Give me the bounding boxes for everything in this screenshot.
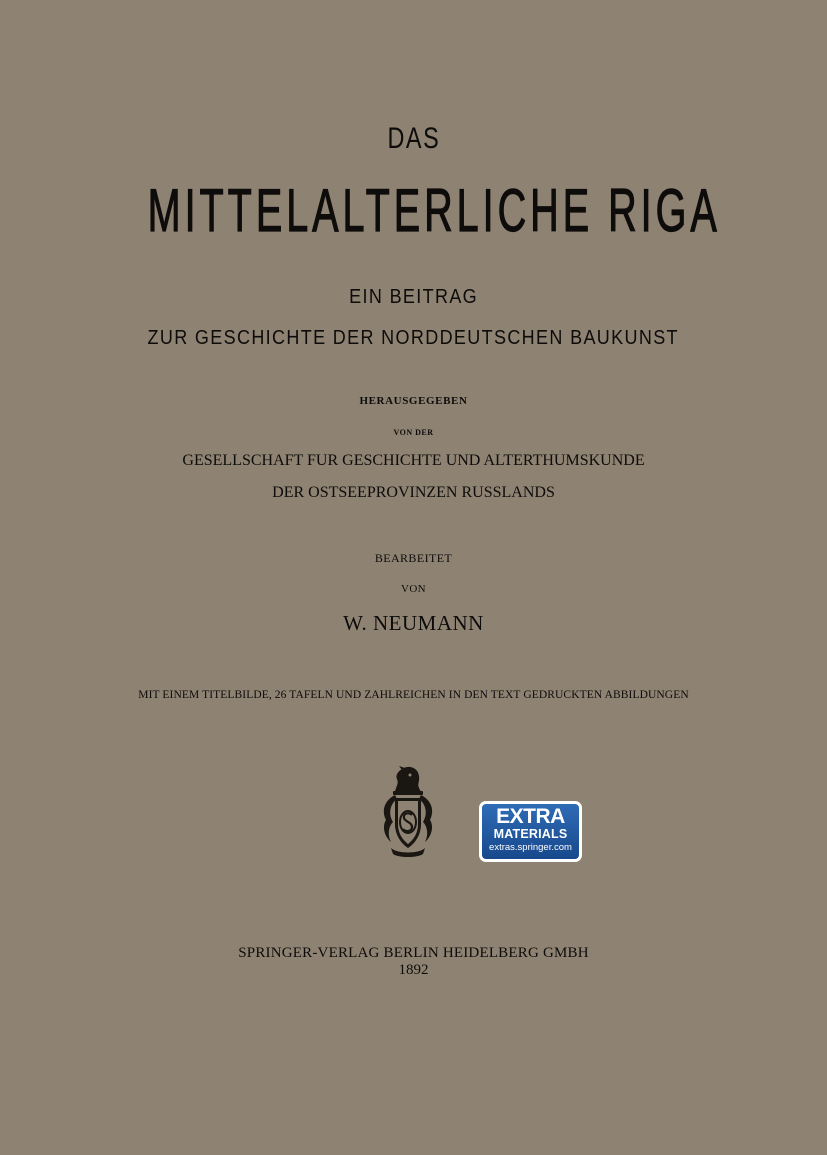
illustrations-note: MIT EINEM TITELBILDE, 26 TAFELN UND ZAHLREICHEN IN DEN TEXT GEDRUCKTEN ABBILDUNGEN [138,689,689,701]
page-title [0,176,827,246]
editor-connector: VON DER [393,428,434,437]
society-name-line-1: GESELLSCHAFT FUR GESCHICHTE UND ALTERTHUMSKUNDE [182,452,645,469]
extra-materials-badge[interactable] [479,801,582,862]
society-name-line-2: DER OSTSEEPROVINZEN RUSSLANDS [272,484,555,501]
author-label: BEARBEITET [374,551,453,565]
publication-year: 1892 [398,962,429,978]
subtitle-line-1 [0,286,827,309]
title-article [0,122,827,156]
extra-badge-title: EXTRA [496,805,565,828]
author-name: W. NEUMANN [343,611,484,635]
subtitle-line-2 [0,327,827,350]
springer-knight-emblem-icon [377,764,437,860]
extra-badge-url: extras.springer.com [489,842,572,853]
page-title-text: MITTELALTERLICHE RIGA [147,177,721,244]
subtitle-line-2-text: ZUR GESCHICHTE DER NORDDEUTSCHEN BAUKUNST [147,327,680,349]
extra-badge-subtitle: MATERIALS [493,827,568,841]
author-connector: VON [400,583,427,595]
publisher-name: SPRINGER-VERLAG BERLIN HEIDELBERG GMBH [238,945,589,961]
title-article-text: DAS [387,122,440,155]
editor-label: HERAUSGEGEBEN [359,395,468,407]
subtitle-line-1-text: EIN BEITRAG [349,286,478,308]
